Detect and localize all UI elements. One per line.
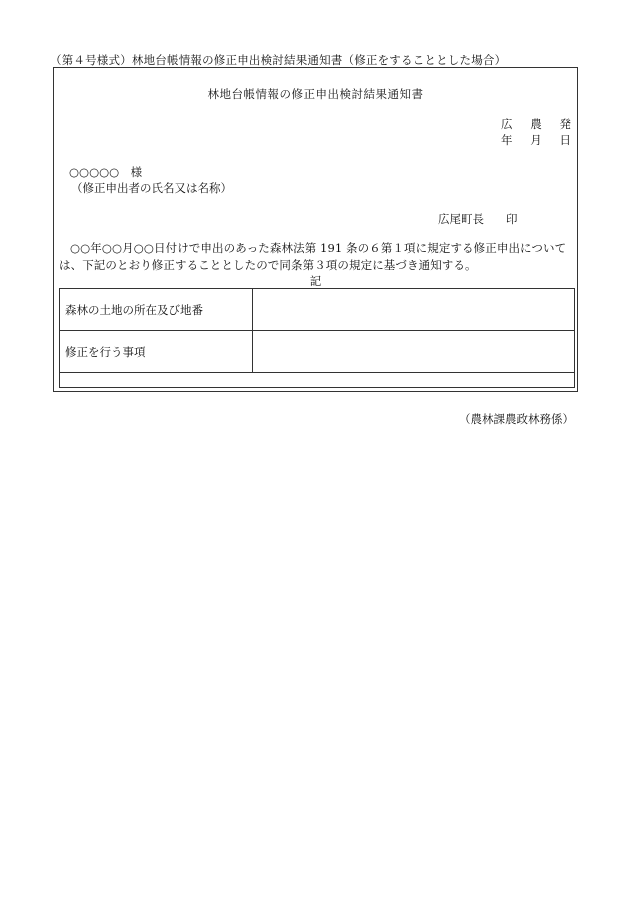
sender [438,211,518,227]
issue-date-part: 年 [501,133,513,147]
issue-number [501,116,571,132]
row-label: 森林の土地の所在及び地番 [60,289,253,331]
row-label: 修正を行う事項 [60,331,253,373]
table-row [60,331,575,373]
table-row [60,373,575,388]
department-label: （農林課農政林務係） [459,412,574,426]
notice-body: ○○年○○月○○日付けで申出のあった森林法第 191 条の６第１項に規定する修正申出については、下記のとおり修正することとしたので同条第３項の規定に基づき通知する。 [59,241,567,272]
ki-heading: 記 [309,274,322,288]
addressee-note: （修正申出者の氏名又は名称） [71,181,232,195]
issue-date-part: 日 [559,133,571,147]
document-title: 林地台帳情報の修正申出検討結果通知書 [207,87,424,101]
detail-table [59,288,575,388]
table-row [60,289,575,331]
row-value[interactable] [253,331,575,373]
issue-number-part: 広 [501,117,513,131]
blank-row [60,373,575,388]
issue-number-part: 農 [530,117,542,131]
issue-number-part: 発 [559,117,571,131]
notice-form [53,67,578,392]
seal-mark: 印 [506,212,518,226]
addressee: ○○○○○ 様 [69,165,143,179]
issue-date-part: 月 [530,133,542,147]
form-caption: （第４号様式）林地台帳情報の修正申出検討結果通知書（修正をすることとした場合） [50,53,507,67]
sender-name: 広尾町長 [438,212,484,226]
issue-date [501,132,571,148]
row-value[interactable] [253,289,575,331]
